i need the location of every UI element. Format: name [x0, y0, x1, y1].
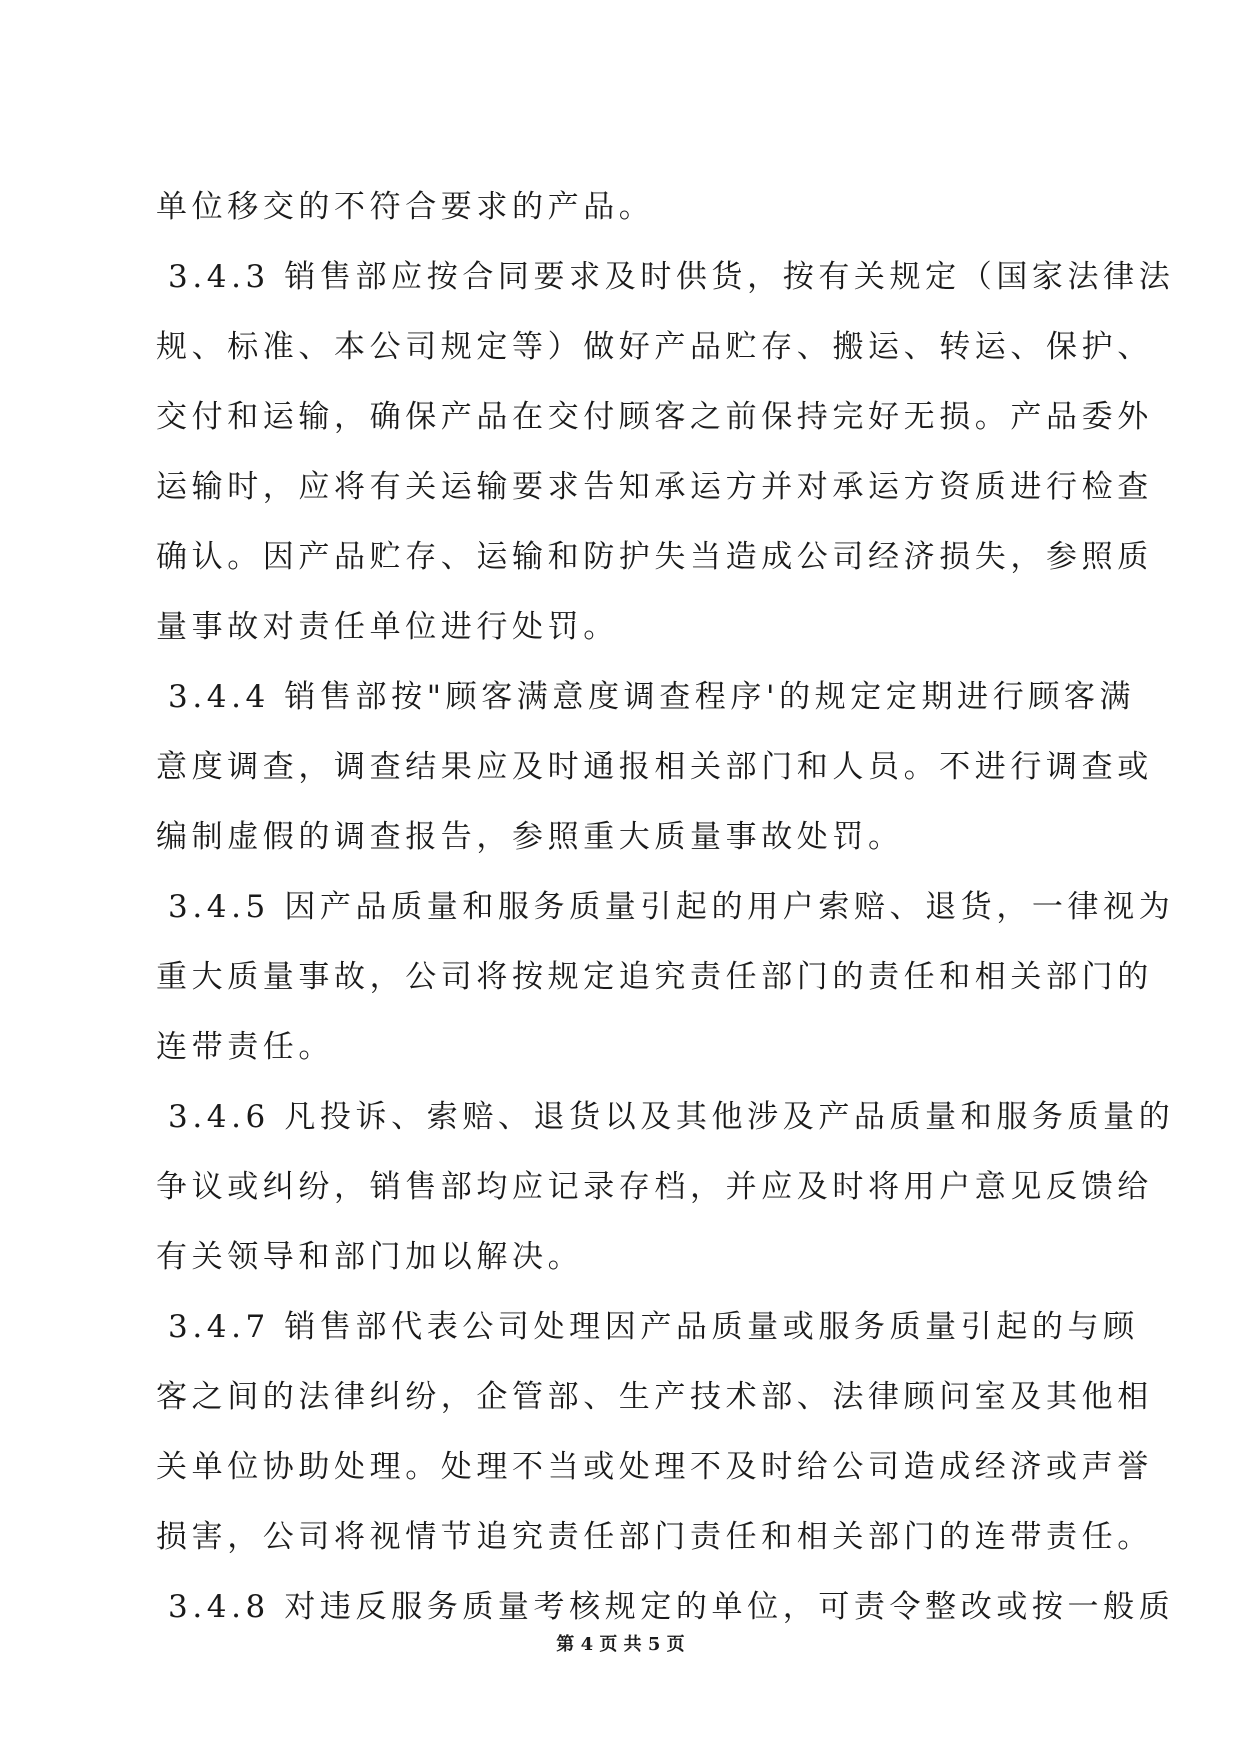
text-line-clause-3-4-8: 3.4.8 对违反服务质量考核规定的单位，可责令整改或按一般质	[168, 1589, 1175, 1625]
page-number-footer: 第 4 页 共 5 页	[556, 1634, 685, 1655]
text-line: 运输时，应将有关运输要求告知承运方并对承运方资质进行检查	[156, 469, 1153, 505]
text-line: 单位移交的不符合要求的产品。	[156, 189, 655, 225]
text-line: 量事故对责任单位进行处罚。	[156, 609, 619, 645]
text-line-clause-3-4-6: 3.4.6 凡投诉、索赔、退货以及其他涉及产品质量和服务质量的	[168, 1099, 1175, 1135]
text-line: 规、标准、本公司规定等）做好产品贮存、搬运、转运、保护、	[156, 329, 1153, 365]
text-line: 连带责任。	[156, 1029, 334, 1065]
text-line-clause-3-4-7: 3.4.7 销售部代表公司处理因产品质量或服务质量引起的与顾	[168, 1309, 1139, 1345]
text-line: 客之间的法律纠纷，企管部、生产技术部、法律顾问室及其他相	[156, 1379, 1153, 1415]
text-line: 有关领导和部门加以解决。	[156, 1239, 584, 1275]
text-line: 意度调查，调查结果应及时通报相关部门和人员。不进行调查或	[156, 749, 1153, 785]
text-line: 交付和运输，确保产品在交付顾客之前保持完好无损。产品委外	[156, 399, 1153, 435]
text-line-clause-3-4-3: 3.4.3 销售部应按合同要求及时供货，按有关规定（国家法律法	[168, 259, 1175, 295]
text-line: 确认。因产品贮存、运输和防护失当造成公司经济损失，参照质	[156, 539, 1153, 575]
text-line: 重大质量事故，公司将按规定追究责任部门的责任和相关部门的	[156, 959, 1153, 995]
text-line: 损害，公司将视情节追究责任部门责任和相关部门的连带责任。	[156, 1519, 1153, 1555]
text-line-clause-3-4-5: 3.4.5 因产品质量和服务质量引起的用户索赔、退货，一律视为	[168, 889, 1175, 925]
text-line: 编制虚假的调查报告，参照重大质量事故处罚。	[156, 819, 904, 855]
text-line-clause-3-4-4: 3.4.4 销售部按"顾客满意度调查程序'的规定定期进行顾客满	[168, 679, 1136, 715]
text-line: 关单位协助处理。处理不当或处理不及时给公司造成经济或声誉	[156, 1449, 1153, 1485]
body-text	[156, 172, 1175, 1642]
text-line: 争议或纠纷，销售部均应记录存档，并应及时将用户意见反馈给	[156, 1169, 1153, 1205]
